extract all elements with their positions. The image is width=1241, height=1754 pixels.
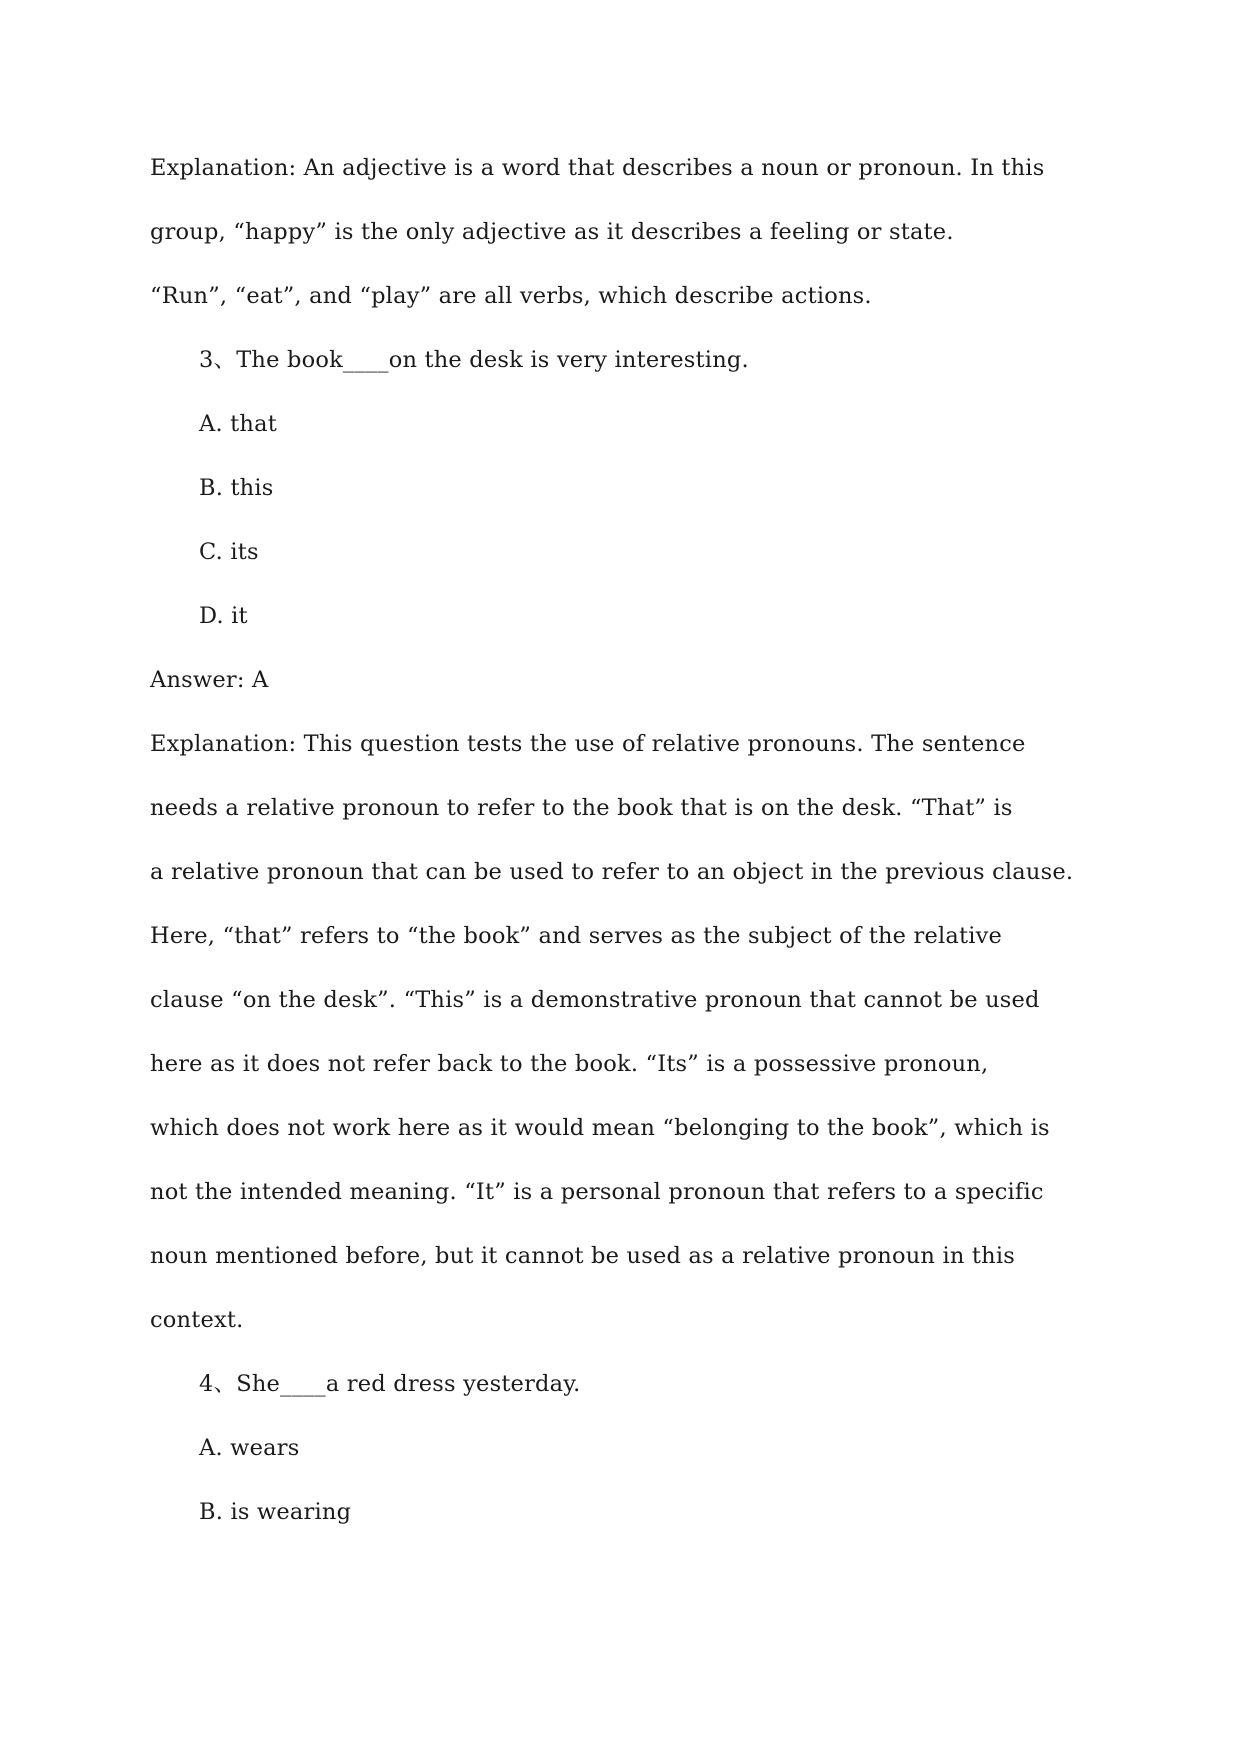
option-b: B. is wearing [199, 1499, 352, 1525]
answer-line: Answer: A [150, 667, 269, 693]
question-stem: 3、The book____on the desk is very interesting. [199, 347, 749, 373]
explanation-line: context. [150, 1307, 244, 1333]
explanation-line: “Run”, “eat”, and “play” are all verbs, which describe actions. [150, 283, 872, 309]
explanation-line: noun mentioned before, but it cannot be used as a relative pronoun in this [150, 1243, 1015, 1269]
option-b: B. this [199, 475, 274, 501]
explanation-line: Explanation: An adjective is a word that describes a noun or pronoun. In this [150, 155, 1045, 181]
explanation-line: here as it does not refer back to the book. “Its” is a possessive pronoun, [150, 1051, 989, 1077]
option-a: A. wears [199, 1435, 300, 1461]
question-stem: 4、She____a red dress yesterday. [199, 1371, 581, 1397]
explanation-line: which does not work here as it would mean “belonging to the book”, which is [150, 1115, 1050, 1141]
explanation-line: Explanation: This question tests the use of relative pronouns. The sentence [150, 731, 1026, 757]
option-c: C. its [199, 539, 259, 565]
explanation-line: group, “happy” is the only adjective as it describes a feeling or state. [150, 219, 954, 245]
explanation-line: clause “on the desk”. “This” is a demonstrative pronoun that cannot be used [150, 987, 1040, 1013]
option-a: A. that [199, 411, 277, 437]
explanation-line: not the intended meaning. “It” is a personal pronoun that refers to a specific [150, 1179, 1044, 1205]
option-d: D. it [199, 603, 248, 629]
explanation-line: a relative pronoun that can be used to refer to an object in the previous clause. [150, 859, 1074, 885]
explanation-line: needs a relative pronoun to refer to the book that is on the desk. “That” is [150, 795, 1013, 821]
explanation-line: Here, “that” refers to “the book” and serves as the subject of the relative [150, 923, 1003, 949]
